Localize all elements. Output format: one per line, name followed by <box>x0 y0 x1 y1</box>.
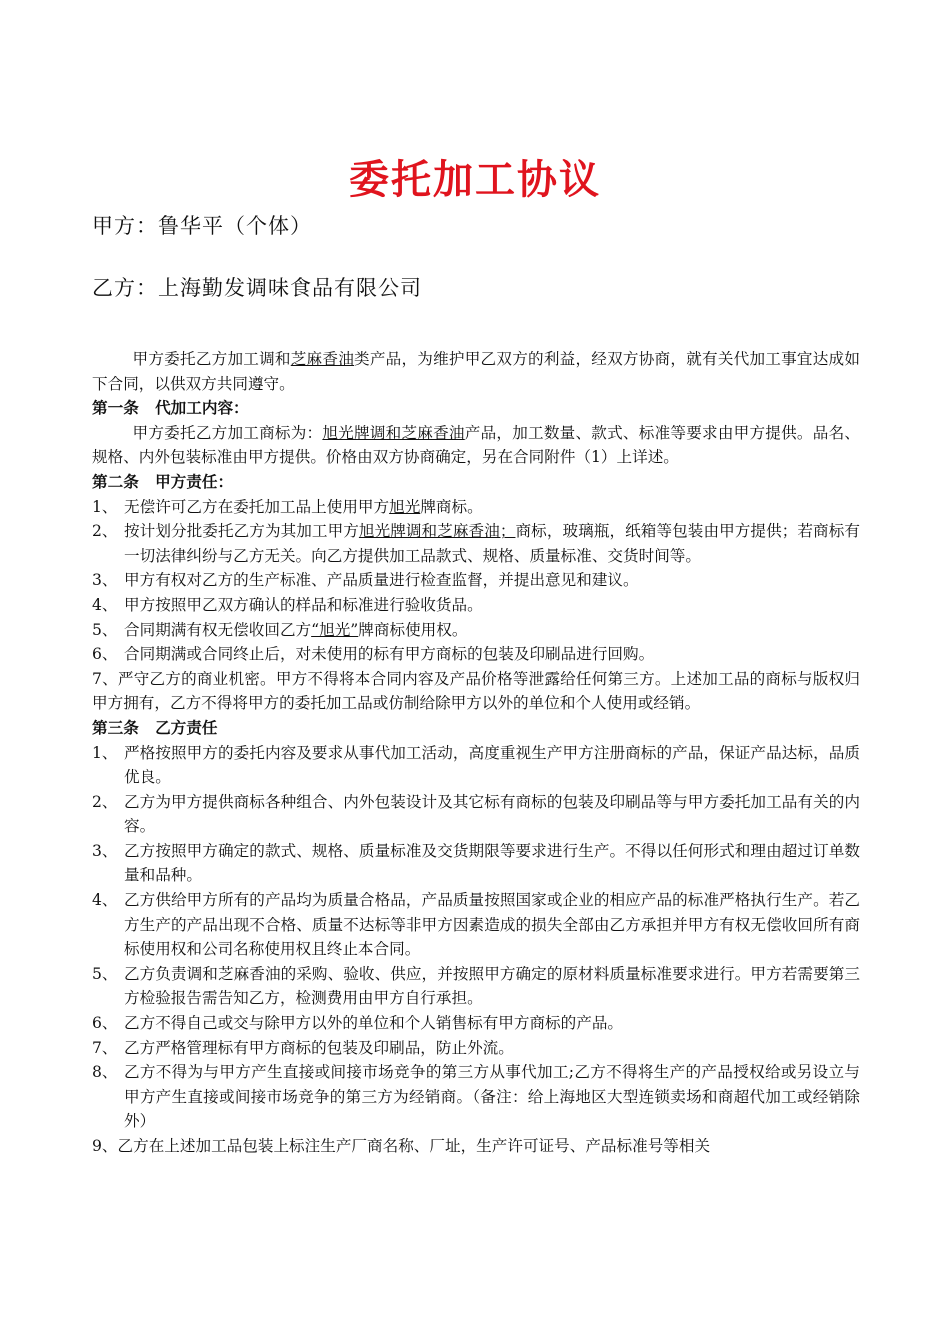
item-number: 5、 <box>92 964 118 983</box>
item-text: 乙方供给甲方所有的产品均为质量合格品，产品质量按照国家或企业的相应产品的标准严格执行生产。若乙方生产的产品出现不合格、质量不达标等非甲方因素造成的损失全部由乙方承担并甲方有权无偿收回所有商标使用权和公司名称使用权且终止本合同。 <box>124 891 860 959</box>
article-1-brand-underlined: 旭光牌调和芝麻香油 <box>322 423 465 442</box>
item-text-pre: 合同期满有权无偿收回乙方 <box>124 620 312 639</box>
item-text: 乙方不得自己或交与除甲方以外的单位和个人销售标有甲方商标的产品。 <box>124 1014 624 1033</box>
item-number: 8、 <box>92 1063 118 1082</box>
item-text-post: 商标，玻璃瓶，纸箱等包装由甲方提供；若商标有一切法律纠纷与乙方无关。向乙方提供加工品款式、规格、质量标准、交货时间等。 <box>124 522 860 565</box>
party-a: 甲方：鲁华平（个体） <box>92 214 312 238</box>
item-text-pre: 按计划分批委托乙方为其加工甲方 <box>124 522 359 541</box>
item-underlined: 旭光牌调和芝麻香油； <box>358 522 516 541</box>
list-item <box>92 593 860 618</box>
list-item-9: 9、乙方在上述加工品包装上标注生产厂商名称、厂址，生产许可证号、产品标准号等相关 <box>92 1137 711 1155</box>
item-number: 5、 <box>92 620 118 639</box>
list-item <box>92 888 860 962</box>
item-underlined: “旭光” <box>311 620 359 639</box>
article-1-paragraph <box>92 421 860 470</box>
item-number: 2、 <box>92 522 118 541</box>
list-item <box>92 962 860 1011</box>
article-3-list <box>92 741 860 1135</box>
document-title: 委托加工协议 <box>349 157 601 203</box>
list-item <box>92 618 860 643</box>
item-text <box>124 519 860 568</box>
list-item <box>92 519 860 568</box>
list-item <box>92 790 860 839</box>
item-underlined: 旭光 <box>389 497 421 516</box>
item-number: 1、 <box>92 497 118 516</box>
item-text: 乙方按照甲方确定的款式、规格、质量标准及交货期限等要求进行生产。不得以任何形式和理由超过订单数量和品种。 <box>124 841 860 885</box>
intro-paragraph <box>92 347 860 396</box>
article-1-text: 甲方委托乙方加工商标为： <box>132 423 323 442</box>
article-2-heading: 第二条 甲方责任： <box>92 471 234 491</box>
item-text-post: 牌商标。 <box>420 497 483 516</box>
item-number: 1、 <box>92 743 118 762</box>
item-text: 乙方负责调和芝麻香油的采购、验收、供应，并按照甲方确定的原材料质量标准要求进行。甲方若需要第三方检验报告需告知乙方，检测费用由甲方自行承担。 <box>124 964 860 1008</box>
party-b: 乙方：上海勤发调味食品有限公司 <box>92 276 422 300</box>
list-item <box>92 568 860 593</box>
item-text-post: 牌商标使用权。 <box>358 620 468 639</box>
item-number: 7、 <box>92 1038 118 1057</box>
item-number: 6、 <box>92 1014 118 1033</box>
item-text <box>124 618 860 643</box>
item-number: 4、 <box>92 595 118 614</box>
item-text: 严格按照甲方的委托内容及要求从事代加工活动，高度重视生产甲方注册商标的产品，保证产品达标，品质优良。 <box>124 743 860 787</box>
item-number: 3、 <box>92 571 118 590</box>
item-text: 合同期满或合同终止后，对未使用的标有甲方商标的包装及印刷品进行回购。 <box>124 645 655 664</box>
list-item <box>92 1036 860 1061</box>
item-number: 6、 <box>92 645 118 664</box>
intro-product-underlined: 芝麻香油 <box>290 350 355 368</box>
list-item <box>92 495 860 520</box>
article-3-heading: 第三条 乙方责任 <box>92 717 218 737</box>
intro-text: 甲方委托乙方加工调和 <box>132 350 291 368</box>
item-text: 乙方严格管理标有甲方商标的包装及印刷品，防止外流。 <box>124 1038 514 1057</box>
list-item <box>92 642 860 667</box>
intro-text-cont: 类产品，为维护甲乙双方的利益，经双方协商，就有关代加工事宜达成如下合同，以供双方共同遵守。 <box>92 350 860 393</box>
article-1-heading: 第一条 代加工内容： <box>92 398 249 418</box>
item-text <box>124 495 860 520</box>
item-text: 甲方有权对乙方的生产标准、产品质量进行检查监督，并提出意见和建议。 <box>124 571 639 590</box>
contract-body <box>92 347 860 1159</box>
list-item <box>92 1060 860 1134</box>
item-text: 乙方不得为与甲方产生直接或间接市场竞争的第三方从事代加工;乙方不得将生产的产品授权给或另设立与甲方产生直接或间接市场竞争的第三方为经销商。（备注：给上海地区大型连锁卖场和商超代加工或经销除外） <box>124 1063 860 1131</box>
list-item <box>92 741 860 790</box>
item-text: 甲方按照甲乙双方确认的样品和标准进行验收货品。 <box>124 595 483 614</box>
item-number: 2、 <box>92 792 118 811</box>
item-number: 3、 <box>92 841 118 860</box>
list-item <box>92 839 860 888</box>
item-text: 乙方为甲方提供商标各种组合、内外包装设计及其它标有商标的包装及印刷品等与甲方委托加工品有关的内容。 <box>124 792 860 836</box>
list-item-7: 7、严守乙方的商业机密。甲方不得将本合同内容及产品价格等泄露给任何第三方。上述加工品的商标与版权归甲方拥有，乙方不得将甲方的委托加工品或仿制给除甲方以外的单位和个人使用或经销。 <box>92 669 860 713</box>
list-item <box>92 1011 860 1036</box>
item-number: 4、 <box>92 891 118 910</box>
article-1-text-cont: 产品，加工数量、款式、标准等要求由甲方提供。品名、规格、内外包装标准由甲方提供。价格由双方协商确定，另在合同附件（1）上详述。 <box>92 423 860 467</box>
item-text-pre: 无偿许可乙方在委托加工品上使用甲方 <box>124 497 390 516</box>
